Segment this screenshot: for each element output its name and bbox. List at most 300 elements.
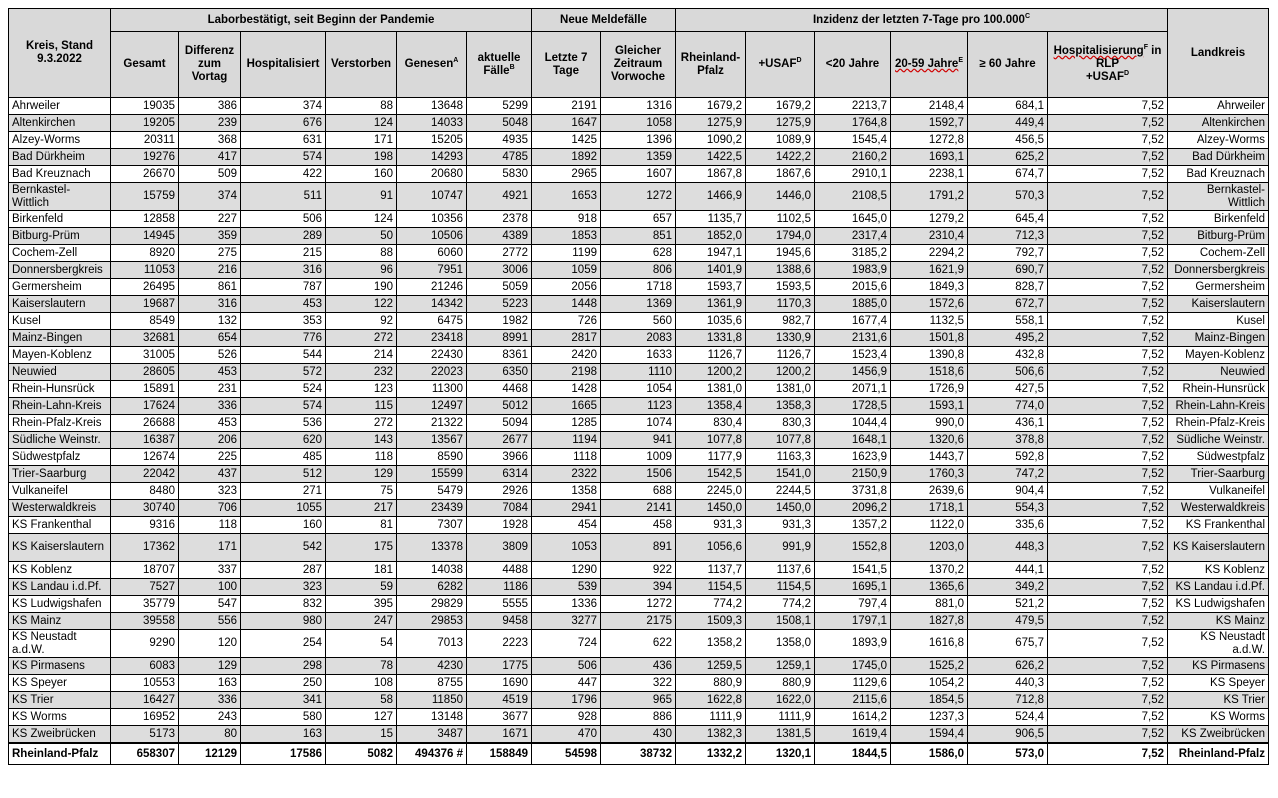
table-cell: 1622,0 (746, 692, 815, 709)
table-cell: 6314 (467, 466, 532, 483)
table-cell: 449,4 (968, 115, 1048, 132)
table-cell: 2015,6 (815, 279, 891, 296)
table-row (9, 500, 1269, 517)
table-cell: 374 (241, 98, 326, 115)
table-cell: 353 (241, 313, 326, 330)
cell-landkreis: Cochem-Zell (1168, 245, 1269, 262)
table-cell: 3677 (467, 709, 532, 726)
table-cell: 797,4 (815, 596, 891, 613)
table-cell: 1357,2 (815, 517, 891, 534)
table-cell: 747,2 (968, 466, 1048, 483)
table-cell: 547 (179, 596, 241, 613)
table-cell: 444,1 (968, 562, 1048, 579)
header-aktuelle (467, 32, 532, 98)
table-cell: 690,7 (968, 262, 1048, 279)
header-hosp-usaf: +USAF (1085, 71, 1124, 83)
table-cell: 337 (179, 562, 241, 579)
table-cell: 22023 (397, 364, 467, 381)
table-cell: 19205 (111, 115, 179, 132)
table-cell: 7,52 (1048, 149, 1168, 166)
table-cell: 30740 (111, 500, 179, 517)
table-cell: 676 (241, 115, 326, 132)
table-cell: 1330,9 (746, 330, 815, 347)
table-cell: 430 (601, 726, 676, 744)
header-hosp-text: Hospitalisierung (1053, 45, 1144, 57)
table-cell: 239 (179, 115, 241, 132)
table-cell: 1401,9 (676, 262, 746, 279)
table-cell: 448,3 (968, 534, 1048, 562)
table-cell: 1796 (532, 692, 601, 709)
table-cell: 1272 (601, 183, 676, 211)
table-cell: 7,52 (1048, 364, 1168, 381)
table-cell: 5299 (467, 98, 532, 115)
table-cell: 2772 (467, 245, 532, 262)
table-cell: 32681 (111, 330, 179, 347)
table-cell: 96 (326, 262, 397, 279)
cell-landkreis: Rheinland-Pfalz (1168, 743, 1269, 765)
table-cell: 1679,2 (746, 98, 815, 115)
table-cell: 2817 (532, 330, 601, 347)
cell-kreis: KS Ludwigshafen (9, 596, 111, 613)
header-usaf (746, 32, 815, 98)
table-cell: 14033 (397, 115, 467, 132)
table-cell: 918 (532, 211, 601, 228)
table-cell: 1358,2 (676, 630, 746, 658)
table-cell: 15599 (397, 466, 467, 483)
table-cell: 506 (241, 211, 326, 228)
table-cell: 453 (179, 364, 241, 381)
table-cell: 322 (601, 675, 676, 692)
table-cell: 1123 (601, 398, 676, 415)
table-cell: 1170,3 (746, 296, 815, 313)
table-cell: 2096,2 (815, 500, 891, 517)
table-cell: 904,4 (968, 483, 1048, 500)
header-2059 (891, 32, 968, 98)
table-cell: 215 (241, 245, 326, 262)
table-cell: 38732 (601, 743, 676, 765)
table-cell: 254 (241, 630, 326, 658)
table-row (9, 692, 1269, 709)
table-row (9, 579, 1269, 596)
table-cell: 374 (179, 183, 241, 211)
table-cell: 6282 (397, 579, 467, 596)
table-cell: 1506 (601, 466, 676, 483)
table-cell: 1647 (532, 115, 601, 132)
table-cell: 556 (179, 613, 241, 630)
table-cell: 14293 (397, 149, 467, 166)
table-cell: 1044,4 (815, 415, 891, 432)
table-cell: 1947,1 (676, 245, 746, 262)
table-cell: 1648,1 (815, 432, 891, 449)
cell-kreis: Bitburg-Prüm (9, 228, 111, 245)
table-cell: 7,52 (1048, 296, 1168, 313)
table-cell: 2310,4 (891, 228, 968, 245)
table-cell: 774,0 (968, 398, 1048, 415)
table-cell: 3006 (467, 262, 532, 279)
table-cell: 1844,5 (815, 743, 891, 765)
table-cell: 58 (326, 692, 397, 709)
table-cell: 1794,0 (746, 228, 815, 245)
table-cell: 1623,9 (815, 449, 891, 466)
cell-landkreis: Ahrweiler (1168, 98, 1269, 115)
cell-landkreis: KS Neustadt a.d.W. (1168, 630, 1269, 658)
table-cell: 1054 (601, 381, 676, 398)
table-cell: 2131,6 (815, 330, 891, 347)
table-cell: 2245,0 (676, 483, 746, 500)
table-cell: 225 (179, 449, 241, 466)
table-cell: 1056,6 (676, 534, 746, 562)
cell-kreis: Altenkirchen (9, 115, 111, 132)
table-row (9, 517, 1269, 534)
table-cell: 20311 (111, 132, 179, 149)
table-row (9, 398, 1269, 415)
table-cell: 1126,7 (676, 347, 746, 364)
cell-landkreis: Mayen-Koblenz (1168, 347, 1269, 364)
table-cell: 6475 (397, 313, 467, 330)
table-cell: 378,8 (968, 432, 1048, 449)
table-cell: 437 (179, 466, 241, 483)
table-cell: 628 (601, 245, 676, 262)
table-cell: 289 (241, 228, 326, 245)
table-cell: 1422,2 (746, 149, 815, 166)
footnote-f: F (1143, 44, 1148, 52)
table-cell: 1425 (532, 132, 601, 149)
table-cell: 5048 (467, 115, 532, 132)
table-body (9, 98, 1269, 765)
table-cell: 7,52 (1048, 562, 1168, 579)
cell-landkreis: Birkenfeld (1168, 211, 1269, 228)
table-row (9, 364, 1269, 381)
table-cell: 526 (179, 347, 241, 364)
table-cell: 7,52 (1048, 415, 1168, 432)
table-cell: 982,7 (746, 313, 815, 330)
table-row (9, 630, 1269, 658)
table-cell: 1358 (532, 483, 601, 500)
table-cell: 570,3 (968, 183, 1048, 211)
table-cell: 335,6 (968, 517, 1048, 534)
table-cell: 776 (241, 330, 326, 347)
table-cell: 447 (532, 675, 601, 692)
table-cell: 1854,5 (891, 692, 968, 709)
table-cell: 1541,0 (746, 466, 815, 483)
table-cell: 1633 (601, 347, 676, 364)
table-cell: 684,1 (968, 98, 1048, 115)
table-cell: 6060 (397, 245, 467, 262)
table-cell: 1718 (601, 279, 676, 296)
header-verstorben: Verstorben (326, 32, 397, 98)
table-cell: 54598 (532, 743, 601, 765)
table-cell: 658307 (111, 743, 179, 765)
table-cell: 2941 (532, 500, 601, 517)
table-cell: 1200,2 (676, 364, 746, 381)
table-cell: 2910,1 (815, 166, 891, 183)
table-cell: 1358,0 (746, 630, 815, 658)
table-cell: 436,1 (968, 415, 1048, 432)
table-cell: 1275,9 (676, 115, 746, 132)
table-cell: 2677 (467, 432, 532, 449)
table-cell: 13148 (397, 709, 467, 726)
cell-landkreis: Altenkirchen (1168, 115, 1269, 132)
table-cell: 23418 (397, 330, 467, 347)
table-cell: 50 (326, 228, 397, 245)
table-cell: 163 (241, 726, 326, 744)
table-cell: 7,52 (1048, 658, 1168, 675)
table-cell: 1645,0 (815, 211, 891, 228)
table-cell: 5082 (326, 743, 397, 765)
table-cell: 8361 (467, 347, 532, 364)
table-cell: 163 (179, 675, 241, 692)
table-cell: 1501,8 (891, 330, 968, 347)
cell-kreis: Trier-Saarburg (9, 466, 111, 483)
table-cell: 1316 (601, 98, 676, 115)
header-gesamt: Gesamt (111, 32, 179, 98)
table-cell: 10747 (397, 183, 467, 211)
table-cell: 574 (241, 149, 326, 166)
table-cell: 122 (326, 296, 397, 313)
table-cell: 521,2 (968, 596, 1048, 613)
table-cell: 524,4 (968, 709, 1048, 726)
table-cell: 1450,0 (746, 500, 815, 517)
table-cell: 386 (179, 98, 241, 115)
table-cell: 124 (326, 115, 397, 132)
table-cell: 10356 (397, 211, 467, 228)
table-cell: 7,52 (1048, 183, 1168, 211)
table-cell: 17624 (111, 398, 179, 415)
table-cell: 9316 (111, 517, 179, 534)
cell-kreis: KS Trier (9, 692, 111, 709)
cell-landkreis: Alzey-Worms (1168, 132, 1269, 149)
table-cell: 158849 (467, 743, 532, 765)
cell-kreis: Ahrweiler (9, 98, 111, 115)
table-cell: 1653 (532, 183, 601, 211)
table-cell: 1695,1 (815, 579, 891, 596)
table-cell: 7084 (467, 500, 532, 517)
table-cell: 1593,1 (891, 398, 968, 415)
table-cell: 54 (326, 630, 397, 658)
table-cell: 14945 (111, 228, 179, 245)
table-cell: 1428 (532, 381, 601, 398)
table-cell: 625,2 (968, 149, 1048, 166)
table-cell: 7,52 (1048, 534, 1168, 562)
table-row (9, 211, 1269, 228)
table-cell: 1893,9 (815, 630, 891, 658)
table-cell: 1369 (601, 296, 676, 313)
table-cell: 453 (241, 296, 326, 313)
cell-landkreis: KS Mainz (1168, 613, 1269, 630)
table-cell: 216 (179, 262, 241, 279)
table-cell: 417 (179, 149, 241, 166)
table-cell: 7,52 (1048, 347, 1168, 364)
table-cell: 8590 (397, 449, 467, 466)
table-cell: 2056 (532, 279, 601, 296)
table-cell: 272 (326, 415, 397, 432)
table-cell: 39558 (111, 613, 179, 630)
table-row (9, 613, 1269, 630)
cell-landkreis: Kusel (1168, 313, 1269, 330)
table-cell: 92 (326, 313, 397, 330)
cell-landkreis: KS Koblenz (1168, 562, 1269, 579)
table-header (9, 9, 1269, 98)
table-row (9, 245, 1269, 262)
table-cell: 11300 (397, 381, 467, 398)
table-cell: 6083 (111, 658, 179, 675)
table-cell: 1102,5 (746, 211, 815, 228)
table-cell: 712,3 (968, 228, 1048, 245)
table-cell: 1852,0 (676, 228, 746, 245)
table-cell: 17586 (241, 743, 326, 765)
table-cell: 1388,6 (746, 262, 815, 279)
header-2059-text: 20-59 Jahre (895, 58, 959, 70)
cell-landkreis: Donnersbergkreis (1168, 262, 1269, 279)
table-row (9, 596, 1269, 613)
table-row (9, 415, 1269, 432)
table-cell: 129 (326, 466, 397, 483)
table-cell: 1259,1 (746, 658, 815, 675)
table-cell: 15891 (111, 381, 179, 398)
table-cell: 272 (326, 330, 397, 347)
table-cell: 275 (179, 245, 241, 262)
table-cell: 5173 (111, 726, 179, 744)
table-cell: 5223 (467, 296, 532, 313)
table-cell: 626,2 (968, 658, 1048, 675)
table-cell: 9290 (111, 630, 179, 658)
table-cell: 3277 (532, 613, 601, 630)
table-cell: 7,52 (1048, 630, 1168, 658)
table-cell: 1614,2 (815, 709, 891, 726)
table-cell: 15759 (111, 183, 179, 211)
table-cell: 524 (241, 381, 326, 398)
table-cell: 16952 (111, 709, 179, 726)
table-cell: 580 (241, 709, 326, 726)
table-cell: 21246 (397, 279, 467, 296)
table-row (9, 381, 1269, 398)
table-cell: 17362 (111, 534, 179, 562)
table-cell: 654 (179, 330, 241, 347)
table-cell: 175 (326, 534, 397, 562)
table-cell: 7,52 (1048, 579, 1168, 596)
table-cell: 1508,1 (746, 613, 815, 630)
table-cell: 108 (326, 675, 397, 692)
table-cell: 592,8 (968, 449, 1048, 466)
table-row (9, 166, 1269, 183)
table-cell: 456,5 (968, 132, 1048, 149)
table-cell: 8920 (111, 245, 179, 262)
table-cell: 15205 (397, 132, 467, 149)
header-group-inzidenz-text: Inzidenz der letzten 7-Tage pro 100.000 (812, 13, 1025, 26)
cell-landkreis: Rhein-Pfalz-Kreis (1168, 415, 1269, 432)
table-cell: 2965 (532, 166, 601, 183)
table-cell: 536 (241, 415, 326, 432)
table-cell: 688 (601, 483, 676, 500)
cell-landkreis: Bad Kreuznach (1168, 166, 1269, 183)
table-cell: 35779 (111, 596, 179, 613)
table-cell: 13567 (397, 432, 467, 449)
table-cell: 7,52 (1048, 675, 1168, 692)
cell-kreis: Bernkastel-Wittlich (9, 183, 111, 211)
cell-kreis: KS Mainz (9, 613, 111, 630)
table-cell: 5094 (467, 415, 532, 432)
table-row (9, 149, 1269, 166)
table-cell: 171 (179, 534, 241, 562)
table-cell: 1053 (532, 534, 601, 562)
table-cell: 1154,5 (676, 579, 746, 596)
table-row (9, 183, 1269, 211)
covid-table (8, 8, 1269, 765)
table-cell: 2294,2 (891, 245, 968, 262)
table-cell: 4921 (467, 183, 532, 211)
table-cell: 75 (326, 483, 397, 500)
table-cell: 1077,8 (746, 432, 815, 449)
table-row (9, 262, 1269, 279)
table-cell: 922 (601, 562, 676, 579)
table-cell: 886 (601, 709, 676, 726)
table-cell: 2198 (532, 364, 601, 381)
table-cell: 1090,2 (676, 132, 746, 149)
table-cell: 13378 (397, 534, 467, 562)
table-cell: 1132,5 (891, 313, 968, 330)
cell-landkreis: Mainz-Bingen (1168, 330, 1269, 347)
table-cell: 181 (326, 562, 397, 579)
table-cell: 573,0 (968, 743, 1048, 765)
table-row (9, 483, 1269, 500)
table-cell: 118 (179, 517, 241, 534)
table-cell: 336 (179, 692, 241, 709)
table-cell: 675,7 (968, 630, 1048, 658)
table-cell: 7,52 (1048, 743, 1168, 765)
table-cell: 440,3 (968, 675, 1048, 692)
cell-landkreis: Rhein-Hunsrück (1168, 381, 1269, 398)
cell-kreis: Rhein-Lahn-Kreis (9, 398, 111, 415)
table-cell: 560 (601, 313, 676, 330)
table-cell: 7,52 (1048, 132, 1168, 149)
cell-landkreis: KS Zweibrücken (1168, 726, 1269, 744)
table-cell: 81 (326, 517, 397, 534)
table-row (9, 449, 1269, 466)
table-row (9, 726, 1269, 744)
cell-landkreis: KS Kaiserslautern (1168, 534, 1269, 562)
table-cell: 830,3 (746, 415, 815, 432)
table-cell: 19035 (111, 98, 179, 115)
table-cell: 1594,4 (891, 726, 968, 744)
table-cell: 7,52 (1048, 466, 1168, 483)
table-cell: 4519 (467, 692, 532, 709)
table-cell: 1336 (532, 596, 601, 613)
table-cell: 336 (179, 398, 241, 415)
table-cell: 7,52 (1048, 726, 1168, 744)
table-cell: 7,52 (1048, 398, 1168, 415)
table-cell: 544 (241, 347, 326, 364)
table-cell: 21322 (397, 415, 467, 432)
table-cell: 712,8 (968, 692, 1048, 709)
footnote-d2: D (1123, 70, 1130, 78)
cell-kreis: Alzey-Worms (9, 132, 111, 149)
table-cell: 509 (179, 166, 241, 183)
table-cell: 1163,3 (746, 449, 815, 466)
table-cell: 851 (601, 228, 676, 245)
table-cell: 4488 (467, 562, 532, 579)
table-cell: 6350 (467, 364, 532, 381)
table-cell: 453 (179, 415, 241, 432)
cell-landkreis: KS Speyer (1168, 675, 1269, 692)
table-cell: 1448 (532, 296, 601, 313)
table-cell: 1552,8 (815, 534, 891, 562)
footnote-d: D (796, 57, 802, 65)
table-cell: 422 (241, 166, 326, 183)
cell-kreis: Bad Kreuznach (9, 166, 111, 183)
table-cell: 1764,8 (815, 115, 891, 132)
table-cell: 558,1 (968, 313, 1048, 330)
table-cell: 171 (326, 132, 397, 149)
